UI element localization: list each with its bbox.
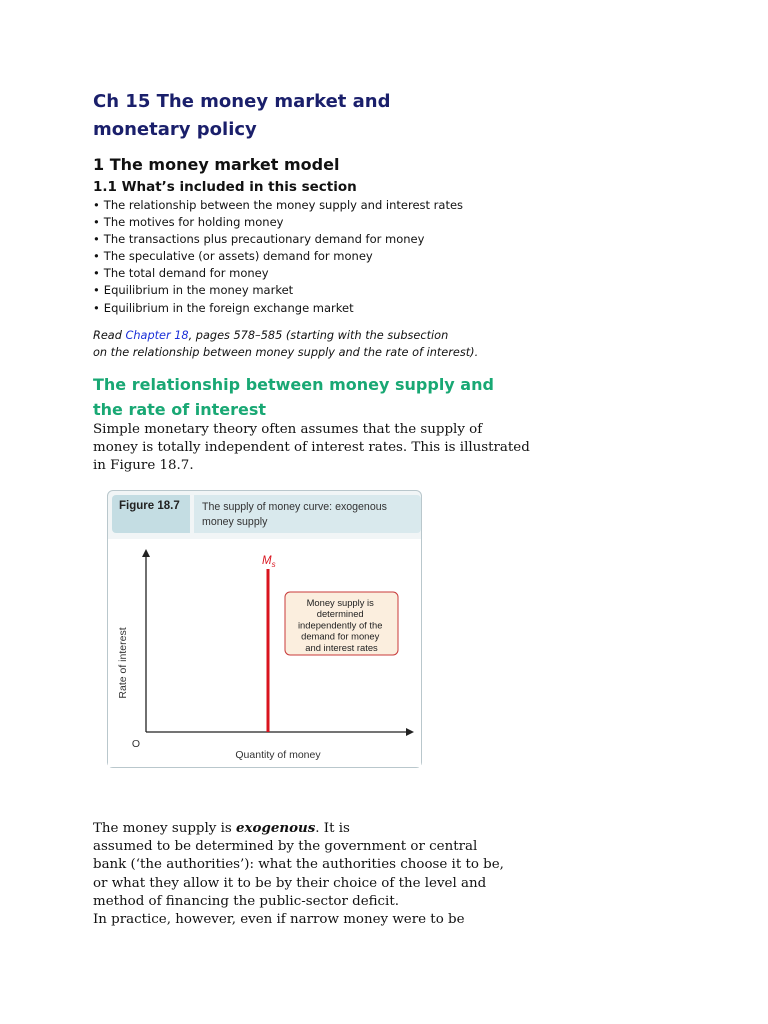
paragraph-line: assumed to be determined by the government or central: [93, 839, 478, 855]
exogenous-paragraph: [93, 819, 563, 929]
exogenous-term: exogenous: [236, 820, 316, 836]
list-item: • Equilibrium in the money market: [93, 282, 463, 299]
list-item: • The speculative (or assets) demand for money: [93, 248, 463, 265]
reading-line-2: on the relationship between money supply and the rate of interest).: [93, 346, 479, 359]
reading-instruction: [93, 327, 613, 361]
annotation-line: independently of the: [297, 619, 383, 631]
paragraph-line: money is totally independent of interest rates. This is illustrated: [93, 440, 530, 456]
subsection-title: 1.1 What’s included in this section: [93, 179, 357, 195]
topic-heading-line-1: The relationship between money supply and: [93, 375, 494, 394]
paragraph-line: or what they allow it to be by their choice of the level and: [93, 875, 487, 891]
paragraph-line: method of financing the public-sector deficit.: [93, 893, 399, 909]
section-contents-list: [93, 197, 463, 317]
reading-pages: , pages 578–585 (starting with the subsection: [188, 329, 449, 342]
y-axis-label: Rate of interest: [117, 627, 129, 699]
figure-18-7: [107, 490, 422, 768]
paragraph-line: in Figure 18.7.: [93, 458, 194, 474]
chapter-title-line-2: monetary policy: [93, 119, 257, 140]
curve-label-main: M: [262, 555, 272, 567]
origin-label: O: [131, 738, 141, 750]
annotation-line: demand for money: [301, 630, 380, 642]
list-item: • The transactions plus precautionary demand for money: [93, 231, 463, 248]
intro-paragraph: [93, 421, 563, 476]
figure-header: [112, 495, 417, 533]
paragraph-line: [93, 819, 563, 838]
list-item: • The relationship between the money supply and interest rates: [93, 197, 463, 214]
topic-heading-line-2: the rate of interest: [93, 400, 267, 419]
figure-caption-line-2: money supply: [202, 515, 268, 528]
figure-caption: [194, 495, 421, 533]
paragraph-line: In practice, however, even if narrow money were to be: [93, 912, 465, 928]
topic-heading: [93, 372, 523, 422]
exogenous-suffix: . It is: [315, 821, 350, 836]
curve-label-subscript: s: [271, 560, 276, 569]
exogenous-prefix: The money supply is: [93, 821, 237, 836]
annotation-text: [298, 597, 385, 653]
chapter-title-line-1: Ch 15 The money market and: [93, 91, 391, 112]
annotation-line: determined: [316, 608, 364, 620]
reading-prefix: Read: [93, 329, 126, 342]
annotation-line: Money supply is: [306, 597, 374, 608]
section-title: 1 The money market model: [93, 155, 340, 174]
list-item: • The motives for holding money: [93, 214, 463, 231]
figure-number: Figure 18.7: [112, 495, 190, 533]
list-item: • The total demand for money: [93, 265, 463, 282]
figure-caption-line-1: The supply of money curve: exogenous: [202, 501, 387, 513]
money-supply-diagram: [108, 539, 421, 767]
annotation-line: and interest rates: [305, 641, 378, 653]
chapter-title: [93, 88, 423, 144]
x-axis-label: Quantity of money: [235, 749, 321, 761]
chapter-link[interactable]: Chapter 18: [125, 329, 189, 342]
paragraph-line: bank (‘the authorities’): what the authorities choose it to be,: [93, 857, 504, 873]
paragraph-line: Simple monetary theory often assumes that the supply of: [93, 422, 483, 437]
list-item: • Equilibrium in the foreign exchange market: [93, 300, 463, 317]
